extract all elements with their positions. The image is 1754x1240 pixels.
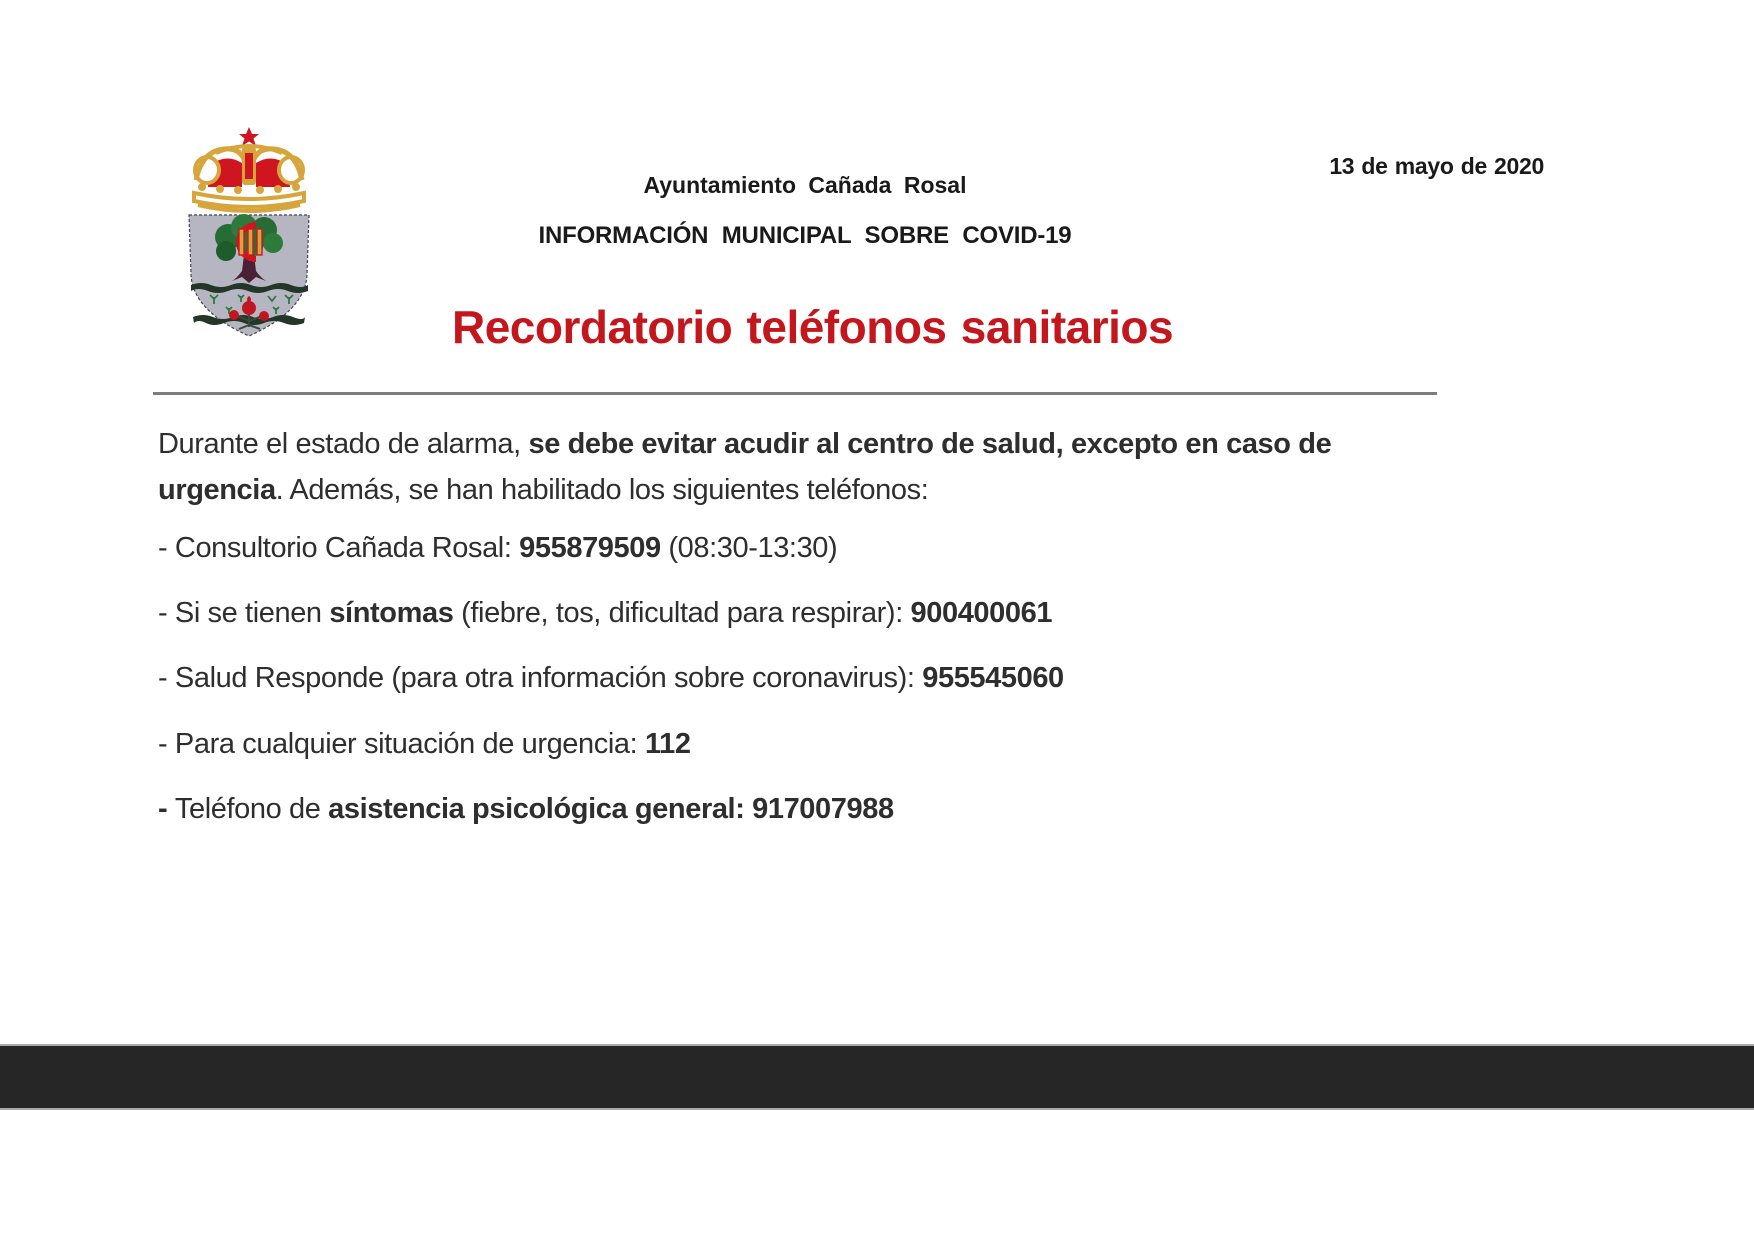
footer-bar [0,1044,1754,1110]
text-segment: - Consultorio Cañada Rosal: [158,532,520,564]
text-segment: Durante el estado de alarma, [158,428,529,460]
star-icon [239,127,259,146]
text-segment: (08:30-13:30) [660,532,838,564]
phone-line-salud-responde [158,661,1064,695]
phone-line-asistencia-psicologica [158,792,894,826]
phone-line-sintomas [158,596,1052,630]
phone-line-urgencia [158,727,691,761]
text-segment: 900400061 [910,597,1053,629]
intro-paragraph [158,421,1408,513]
text-segment: (fiebre, tos, dificultad para respirar): [453,597,911,629]
document-date: 13 de mayo de 2020 [1329,153,1544,179]
phone-line-consultorio [158,531,837,565]
text-segment: 955545060 [922,662,1064,694]
text-segment: 955879509 [519,532,661,564]
text-segment: se debe evitar acudir al centro de salud, excepto en caso de urgencia [158,428,1332,506]
page-title: Recordatorio teléfonos sanitarios [452,301,1174,353]
text-segment: asistencia psicológica general: 917007988 [328,793,894,825]
document-subtitle: INFORMACIÓN MUNICIPAL SOBRE COVID-19 [538,222,1072,249]
text-segment: Teléfono de [174,793,329,825]
text-segment: síntomas [329,597,454,629]
text-segment: - [158,793,175,825]
text-segment: - Si se tienen [158,597,330,629]
organization-name: Ayuntamiento Cañada Rosal [643,172,967,198]
text-segment: . Además, se han habilitado los siguientes teléfonos: [275,474,929,506]
title-divider [153,392,1437,395]
text-segment: - Salud Responde (para otra información sobre coronavirus): [158,662,923,694]
text-segment: 112 [644,728,691,760]
text-segment: - Para cualquier situación de urgencia: [158,728,645,760]
